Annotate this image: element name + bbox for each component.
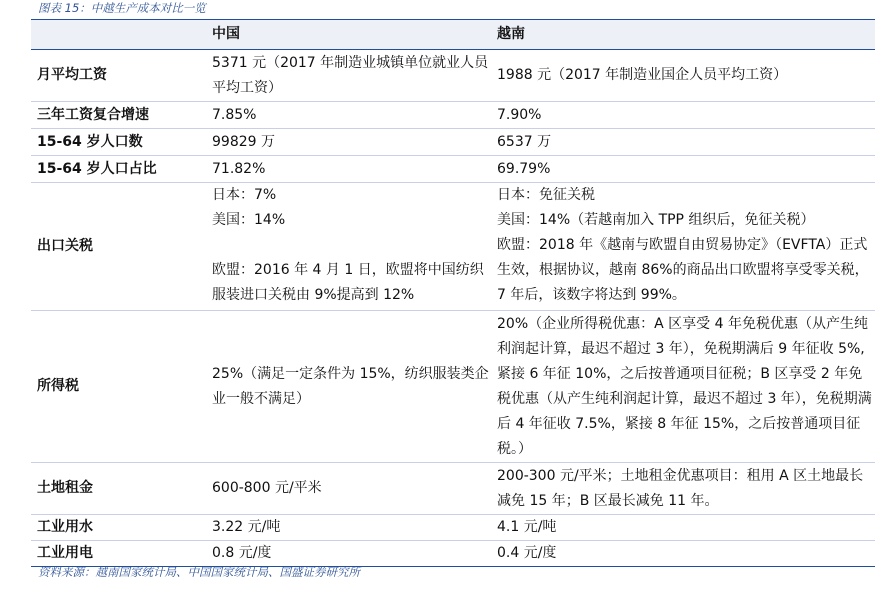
china-cell: 5371 元（2017 年制造业城镇单位就业人员平均工资）	[206, 50, 491, 102]
china-cell: 7.85%	[206, 102, 491, 129]
row-label: 15-64 岁人口数	[31, 129, 206, 156]
china-cell: 99829 万	[206, 129, 491, 156]
china-tariff-japan: 日本：7%	[212, 187, 277, 203]
vietnam-tariff-us: 美国：14%（若越南加入 TPP 组织后，免征关税）	[497, 212, 815, 228]
vietnam-tariff-japan: 日本：免征关税	[497, 187, 595, 203]
vietnam-cell: 69.79%	[491, 156, 875, 183]
row-label: 三年工资复合增速	[31, 102, 206, 129]
header-cell-vietnam: 越南	[491, 20, 875, 50]
table-row	[31, 183, 875, 311]
header-cell-blank	[31, 20, 206, 50]
vietnam-cell	[491, 183, 875, 311]
china-cell: 600-800 元/平米	[206, 463, 491, 515]
vietnam-cell: 0.4 元/度	[491, 541, 875, 567]
table-row	[31, 463, 875, 515]
china-cell: 3.22 元/吨	[206, 515, 491, 541]
table-caption: 图表 15：中越生产成本对比一览	[38, 1, 206, 15]
vietnam-cell: 7.90%	[491, 102, 875, 129]
row-label: 15-64 岁人口占比	[31, 156, 206, 183]
table-row	[31, 50, 875, 102]
vietnam-cell: 20%（企业所得税优惠：A 区享受 4 年免税优惠（从产生纯利润起计算，最迟不超过 3 年），免税期满后 9 年征收 5%,紧接 6 年征 10%，之后按普通项目征税；B 区享受 2 年免税优惠（从产生纯利润起计算，最迟不超过 3 年），免税期满后 4 年征收 7.5%，紧接 8 年征 15%，之后按普通项目征税。）	[491, 311, 875, 463]
china-tariff-us: 美国：14%	[212, 212, 286, 228]
vietnam-cell: 200-300 元/平米；土地租金优惠项目：租用 A 区土地最长减免 15 年；B 区最长减免 11 年。	[491, 463, 875, 515]
row-label: 土地租金	[31, 463, 206, 515]
row-label: 工业用水	[31, 515, 206, 541]
table-row	[31, 311, 875, 463]
china-cell: 71.82%	[206, 156, 491, 183]
vietnam-cell: 1988 元（2017 年制造业国企人员平均工资）	[491, 50, 875, 102]
china-cell: 25%（满足一定条件为 15%，纺织服装类企业一般不满足）	[206, 311, 491, 463]
china-tariff-eu: 欧盟：2016 年 4 月 1 日，欧盟将中国纺织服装进口关税由 9%提高到 12%	[212, 262, 484, 303]
table-row	[31, 102, 875, 129]
vietnam-cell: 6537 万	[491, 129, 875, 156]
header-cell-china: 中国	[206, 20, 491, 50]
table-header-row	[31, 20, 875, 50]
table-row	[31, 129, 875, 156]
row-label: 所得税	[31, 311, 206, 463]
china-cell: 0.8 元/度	[206, 541, 491, 567]
vietnam-tariff-eu: 欧盟：2018 年《越南与欧盟自由贸易协定》（EVFTA）正式生效，根据协议，越南 86%的商品出口欧盟将享受零关税，7 年后，该数字将达到 99%。	[497, 237, 869, 303]
row-label: 出口关税	[31, 183, 206, 311]
table-row	[31, 541, 875, 567]
china-cell	[206, 183, 491, 311]
vietnam-cell: 4.1 元/吨	[491, 515, 875, 541]
table-row	[31, 515, 875, 541]
cost-comparison-table	[31, 19, 875, 567]
table-row	[31, 156, 875, 183]
row-label: 工业用电	[31, 541, 206, 567]
row-label: 月平均工资	[31, 50, 206, 102]
source-note: 资料来源：越南国家统计局、中国国家统计局、国盛证券研究所	[38, 565, 360, 579]
